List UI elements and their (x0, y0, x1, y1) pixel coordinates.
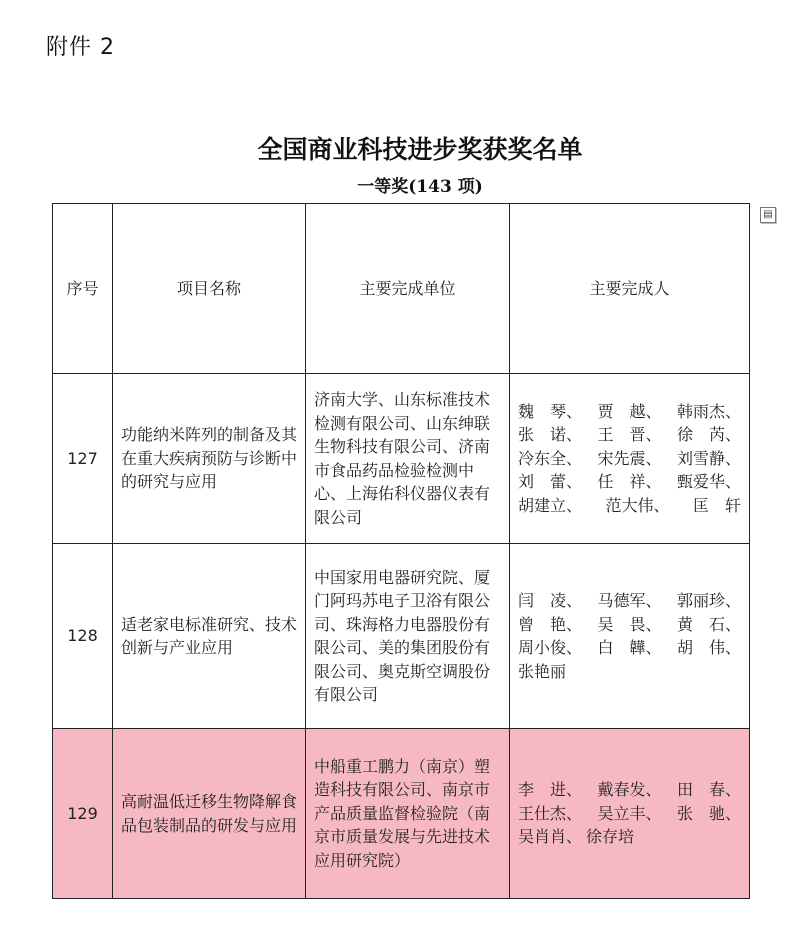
person-name: 徐 芮、 (676, 425, 741, 445)
person-name: 吴肖肖、 (518, 827, 583, 847)
person-name: 闫 凌、 (518, 591, 583, 610)
person-name: 郭丽珍、 (676, 591, 741, 610)
table-row (53, 374, 750, 544)
persons-line (518, 400, 741, 424)
header-units: 主要完成单位 (306, 204, 510, 374)
header-project: 项目名称 (113, 204, 306, 374)
completion-units: 中国家用电器研究院、厦门阿玛苏电子卫浴有限公司、珠海格力电器股份有限公司、美的集团股份有限公司、奥克斯空调股份有限公司 (306, 544, 510, 729)
table-row-highlighted (53, 729, 750, 899)
persons-line (518, 470, 741, 494)
table-icon[interactable]: ▤ (760, 207, 776, 223)
award-table (52, 203, 750, 899)
person-name: 曾 艳、 (518, 614, 583, 634)
person-name: 贾 越、 (597, 401, 662, 421)
row-number: 127 (53, 374, 113, 544)
person-name: 白 韡、 (597, 638, 662, 657)
main-persons (510, 374, 750, 544)
main-persons (510, 729, 750, 899)
person-name: 胡建立、 (518, 495, 583, 515)
person-name: 吴 畏、 (597, 614, 662, 634)
persons-line (518, 636, 741, 660)
person-name: 戴春发、 (597, 780, 662, 800)
person-name: 范大伟、 (605, 495, 670, 515)
person-name: 王 晋、 (597, 425, 662, 445)
main-persons (510, 544, 750, 729)
row-number: 128 (53, 544, 113, 729)
header-number: 序号 (53, 204, 113, 374)
table-header-row (53, 204, 750, 374)
person-name: 张艳丽 (518, 661, 567, 681)
person-name: 宋先震、 (597, 448, 662, 468)
persons-line (518, 825, 741, 849)
person-name: 吴立丰、 (597, 803, 662, 823)
persons-line (518, 802, 741, 826)
project-name: 高耐温低迁移生物降解食品包装制品的研发与应用 (113, 729, 306, 899)
persons-line (518, 494, 741, 518)
persons-line (518, 778, 741, 802)
header-persons: 主要完成人 (510, 204, 750, 374)
person-name: 周小俊、 (518, 638, 583, 657)
persons-line (518, 660, 741, 684)
row-number: 129 (53, 729, 113, 899)
person-name: 甄爱华、 (676, 472, 741, 492)
person-name: 任 祥、 (597, 472, 662, 492)
person-name: 徐存培 (586, 827, 635, 847)
persons-line (518, 613, 741, 637)
persons-line (518, 589, 741, 613)
completion-units: 济南大学、山东标准技术检测有限公司、山东绅联生物科技有限公司、济南市食品药品检验检测中心、上海佑科仪器仪表有限公司 (306, 374, 510, 544)
person-name: 李 进、 (518, 780, 583, 800)
person-name: 张 驰、 (676, 803, 741, 823)
page-title: 全国商业科技进步奖获奖名单 (257, 135, 583, 164)
project-name: 适老家电标准研究、技术创新与产业应用 (113, 544, 306, 729)
person-name: 刘雪静、 (676, 448, 741, 468)
person-name: 王仕杰、 (518, 803, 583, 823)
person-name: 冷东全、 (518, 448, 583, 468)
person-name: 黄 石、 (676, 614, 741, 634)
person-name: 马德军、 (597, 591, 662, 610)
person-name: 魏 琴、 (518, 401, 583, 421)
completion-units: 中船重工鹏力（南京）塑造科技有限公司、南京市产品质量监督检验院（南京市质量发展与先进技术应用研究院） (306, 729, 510, 899)
attachment-label: 附件 2 (46, 35, 115, 60)
person-name: 刘 蕾、 (518, 472, 583, 492)
project-name: 功能纳米阵列的制备及其在重大疾病预防与诊断中的研究与应用 (113, 374, 306, 544)
table-row (53, 544, 750, 729)
persons-line (518, 423, 741, 447)
person-name: 韩雨杰、 (676, 401, 741, 421)
person-name: 张 诺、 (518, 425, 583, 445)
persons-line (518, 447, 741, 471)
person-name: 田 春、 (676, 780, 741, 800)
award-level-subtitle: 一等奖(143 项) (357, 177, 483, 197)
person-name: 胡 伟、 (676, 638, 741, 657)
person-name: 匡 轩 (692, 495, 741, 515)
